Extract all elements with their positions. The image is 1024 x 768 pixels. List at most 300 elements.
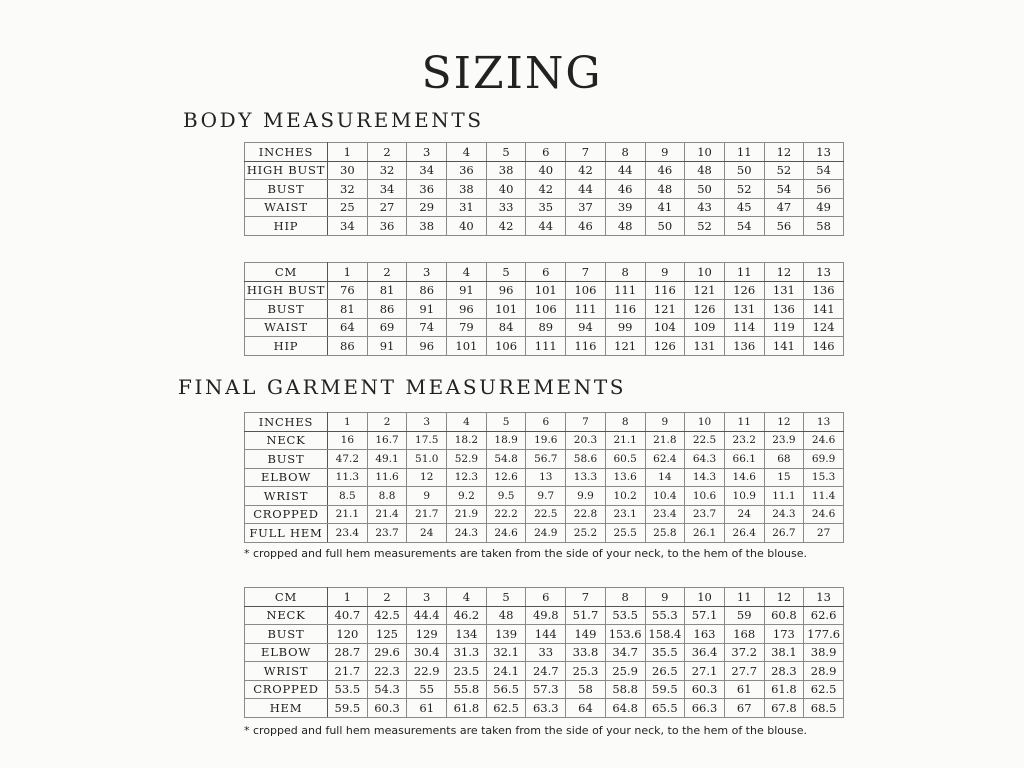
section-heading-final-garment-measurements: FINAL GARMENT MEASUREMENTS — [178, 375, 627, 399]
measurement-value-cell: 23.1 — [605, 505, 645, 524]
measurement-value-cell: 40 — [526, 161, 566, 180]
measurement-value-cell: 32.1 — [486, 643, 526, 662]
size-header-cell: 6 — [526, 143, 566, 162]
measurement-value-cell: 61 — [724, 680, 764, 699]
size-header-cell: 7 — [566, 143, 606, 162]
measurement-value-cell: 33 — [526, 643, 566, 662]
measurement-value-cell: 25.9 — [605, 662, 645, 681]
measurement-value-cell: 49.1 — [367, 450, 407, 469]
table-row — [245, 217, 844, 236]
measurement-value-cell: 66.1 — [724, 450, 764, 469]
size-header-cell: 7 — [566, 413, 606, 432]
measurement-value-cell: 61 — [407, 699, 447, 718]
size-header-cell: 3 — [407, 413, 447, 432]
size-header-cell: 8 — [605, 143, 645, 162]
size-header-cell: 4 — [447, 413, 487, 432]
size-header-cell: 9 — [645, 588, 685, 607]
measurement-value-cell: 21.1 — [605, 431, 645, 450]
measurement-value-cell: 91 — [367, 337, 407, 356]
measurement-value-cell: 40.7 — [328, 606, 368, 625]
measurement-value-cell: 25.3 — [566, 662, 606, 681]
size-header-cell: 3 — [407, 588, 447, 607]
measurement-value-cell: 26.5 — [645, 662, 685, 681]
measurement-value-cell: 38 — [407, 217, 447, 236]
measurement-value-cell: 38.1 — [764, 643, 804, 662]
measurement-value-cell: 68.5 — [804, 699, 844, 718]
table-header-row — [245, 263, 844, 282]
measurement-value-cell: 116 — [605, 300, 645, 319]
measurement-value-cell: 141 — [804, 300, 844, 319]
measurement-value-cell: 10.9 — [724, 487, 764, 506]
measurement-value-cell: 173 — [764, 625, 804, 644]
measurement-value-cell: 106 — [566, 281, 606, 300]
measurement-value-cell: 36 — [447, 161, 487, 180]
measurement-value-cell: 89 — [526, 318, 566, 337]
measurement-value-cell: 96 — [447, 300, 487, 319]
measurement-value-cell: 34 — [407, 161, 447, 180]
measurement-value-cell: 13 — [526, 468, 566, 487]
measurement-value-cell: 22.8 — [566, 505, 606, 524]
measurement-value-cell: 56 — [804, 180, 844, 199]
measurement-value-cell: 64 — [328, 318, 368, 337]
measurement-value-cell: 55.8 — [447, 680, 487, 699]
measurement-value-cell: 58.8 — [605, 680, 645, 699]
measurement-label-cell: ELBOW — [245, 468, 328, 487]
measurement-value-cell: 136 — [764, 300, 804, 319]
size-header-cell: 10 — [685, 143, 725, 162]
measurement-value-cell: 21.7 — [328, 662, 368, 681]
measurement-value-cell: 61.8 — [764, 680, 804, 699]
size-header-cell: 13 — [804, 413, 844, 432]
size-header-cell: 4 — [447, 143, 487, 162]
unit-header-cell: CM — [245, 588, 328, 607]
measurement-value-cell: 62.5 — [804, 680, 844, 699]
measurement-value-cell: 24 — [407, 524, 447, 543]
size-header-cell: 10 — [685, 413, 725, 432]
measurement-value-cell: 9.2 — [447, 487, 487, 506]
measurement-value-cell: 27 — [367, 198, 407, 217]
size-header-cell: 11 — [724, 143, 764, 162]
measurement-value-cell: 23.7 — [367, 524, 407, 543]
measurement-value-cell: 86 — [328, 337, 368, 356]
measurement-value-cell: 62.5 — [486, 699, 526, 718]
measurement-value-cell: 94 — [566, 318, 606, 337]
measurement-value-cell: 120 — [328, 625, 368, 644]
size-header-cell: 12 — [764, 143, 804, 162]
measurement-value-cell: 48 — [605, 217, 645, 236]
measurement-value-cell: 131 — [724, 300, 764, 319]
table-row — [245, 450, 844, 469]
size-header-cell: 12 — [764, 413, 804, 432]
measurement-value-cell: 11.3 — [328, 468, 368, 487]
measurement-value-cell: 62.6 — [804, 606, 844, 625]
measurement-value-cell: 25 — [328, 198, 368, 217]
measurement-value-cell: 50 — [724, 161, 764, 180]
measurement-value-cell: 28.9 — [804, 662, 844, 681]
size-header-cell: 5 — [486, 588, 526, 607]
table-row — [245, 468, 844, 487]
measurement-value-cell: 119 — [764, 318, 804, 337]
measurement-value-cell: 36 — [407, 180, 447, 199]
size-header-cell: 3 — [407, 263, 447, 282]
measurement-value-cell: 177.6 — [804, 625, 844, 644]
measurement-value-cell: 116 — [566, 337, 606, 356]
table-row — [245, 180, 844, 199]
measurement-value-cell: 23.4 — [328, 524, 368, 543]
measurement-value-cell: 13.6 — [605, 468, 645, 487]
measurement-value-cell: 22.2 — [486, 505, 526, 524]
measurement-value-cell: 14.3 — [685, 468, 725, 487]
measurement-value-cell: 141 — [764, 337, 804, 356]
measurement-value-cell: 62.4 — [645, 450, 685, 469]
measurement-value-cell: 126 — [724, 281, 764, 300]
measurement-value-cell: 101 — [526, 281, 566, 300]
measurement-value-cell: 106 — [486, 337, 526, 356]
measurement-value-cell: 11.1 — [764, 487, 804, 506]
table-row — [245, 198, 844, 217]
measurement-value-cell: 24.3 — [447, 524, 487, 543]
measurement-value-cell: 14 — [645, 468, 685, 487]
measurement-value-cell: 146 — [804, 337, 844, 356]
measurement-label-cell: BUST — [245, 625, 328, 644]
table-row — [245, 431, 844, 450]
size-header-cell: 1 — [328, 413, 368, 432]
footnote-garment-cm: * cropped and full hem measurements are taken from the side of your neck, to the hem of the blouse. — [244, 724, 807, 737]
size-header-cell: 9 — [645, 263, 685, 282]
measurement-value-cell: 46 — [605, 180, 645, 199]
measurement-value-cell: 60.8 — [764, 606, 804, 625]
measurement-value-cell: 26.4 — [724, 524, 764, 543]
measurement-value-cell: 44 — [566, 180, 606, 199]
measurement-value-cell: 29.6 — [367, 643, 407, 662]
measurement-value-cell: 54 — [804, 161, 844, 180]
measurement-value-cell: 27.7 — [724, 662, 764, 681]
measurement-value-cell: 40 — [486, 180, 526, 199]
body-inches-table — [244, 142, 844, 236]
measurement-value-cell: 32 — [328, 180, 368, 199]
measurement-value-cell: 12.6 — [486, 468, 526, 487]
table-row — [245, 699, 844, 718]
measurement-value-cell: 59.5 — [645, 680, 685, 699]
table-header-row — [245, 413, 844, 432]
measurement-value-cell: 131 — [764, 281, 804, 300]
measurement-value-cell: 116 — [645, 281, 685, 300]
measurement-value-cell: 158.4 — [645, 625, 685, 644]
garment-inches-table — [244, 412, 844, 543]
size-header-cell: 2 — [367, 143, 407, 162]
unit-header-cell: CM — [245, 263, 328, 282]
measurement-value-cell: 12 — [407, 468, 447, 487]
measurement-value-cell: 23.7 — [685, 505, 725, 524]
measurement-label-cell: HIGH BUST — [245, 281, 328, 300]
measurement-value-cell: 126 — [645, 337, 685, 356]
measurement-value-cell: 38.9 — [804, 643, 844, 662]
measurement-value-cell: 163 — [685, 625, 725, 644]
measurement-value-cell: 9.7 — [526, 487, 566, 506]
measurement-value-cell: 31 — [447, 198, 487, 217]
measurement-value-cell: 59.5 — [328, 699, 368, 718]
measurement-value-cell: 56 — [764, 217, 804, 236]
measurement-value-cell: 32 — [367, 161, 407, 180]
measurement-value-cell: 31.3 — [447, 643, 487, 662]
measurement-value-cell: 23.9 — [764, 431, 804, 450]
measurement-value-cell: 24.7 — [526, 662, 566, 681]
measurement-value-cell: 54.3 — [367, 680, 407, 699]
size-header-cell: 7 — [566, 588, 606, 607]
measurement-value-cell: 25.8 — [645, 524, 685, 543]
measurement-value-cell: 34.7 — [605, 643, 645, 662]
measurement-value-cell: 136 — [724, 337, 764, 356]
measurement-value-cell: 65.5 — [645, 699, 685, 718]
measurement-value-cell: 43 — [685, 198, 725, 217]
measurement-value-cell: 106 — [526, 300, 566, 319]
measurement-value-cell: 121 — [685, 281, 725, 300]
measurement-value-cell: 48 — [685, 161, 725, 180]
measurement-value-cell: 149 — [566, 625, 606, 644]
table-row — [245, 625, 844, 644]
size-header-cell: 1 — [328, 263, 368, 282]
section-heading-body-measurements: BODY MEASUREMENTS — [183, 108, 484, 132]
measurement-value-cell: 45 — [724, 198, 764, 217]
measurement-value-cell: 24 — [724, 505, 764, 524]
measurement-value-cell: 131 — [685, 337, 725, 356]
measurement-value-cell: 26.7 — [764, 524, 804, 543]
measurement-value-cell: 74 — [407, 318, 447, 337]
garment-cm-table — [244, 587, 844, 718]
unit-header-cell: INCHES — [245, 413, 328, 432]
measurement-value-cell: 60.3 — [685, 680, 725, 699]
measurement-value-cell: 58 — [804, 217, 844, 236]
table-row — [245, 300, 844, 319]
measurement-value-cell: 81 — [328, 300, 368, 319]
measurement-value-cell: 34 — [367, 180, 407, 199]
measurement-value-cell: 24.6 — [804, 505, 844, 524]
measurement-value-cell: 168 — [724, 625, 764, 644]
measurement-value-cell: 36.4 — [685, 643, 725, 662]
measurement-value-cell: 24.3 — [764, 505, 804, 524]
measurement-value-cell: 63.3 — [526, 699, 566, 718]
measurement-value-cell: 104 — [645, 318, 685, 337]
size-header-cell: 11 — [724, 588, 764, 607]
measurement-value-cell: 86 — [407, 281, 447, 300]
measurement-value-cell: 21.8 — [645, 431, 685, 450]
measurement-value-cell: 54 — [764, 180, 804, 199]
measurement-value-cell: 81 — [367, 281, 407, 300]
size-header-cell: 13 — [804, 588, 844, 607]
measurement-value-cell: 54.8 — [486, 450, 526, 469]
size-header-cell: 9 — [645, 413, 685, 432]
measurement-value-cell: 57.1 — [685, 606, 725, 625]
measurement-value-cell: 56.7 — [526, 450, 566, 469]
measurement-value-cell: 96 — [407, 337, 447, 356]
measurement-value-cell: 52.9 — [447, 450, 487, 469]
measurement-value-cell: 101 — [447, 337, 487, 356]
measurement-label-cell: HIGH BUST — [245, 161, 328, 180]
measurement-value-cell: 14.6 — [724, 468, 764, 487]
measurement-value-cell: 21.9 — [447, 505, 487, 524]
measurement-label-cell: BUST — [245, 180, 328, 199]
measurement-value-cell: 38 — [447, 180, 487, 199]
measurement-value-cell: 23.2 — [724, 431, 764, 450]
table-row — [245, 281, 844, 300]
measurement-value-cell: 16 — [328, 431, 368, 450]
measurement-value-cell: 44.4 — [407, 606, 447, 625]
measurement-label-cell: CROPPED — [245, 680, 328, 699]
size-header-cell: 5 — [486, 413, 526, 432]
measurement-value-cell: 99 — [605, 318, 645, 337]
measurement-value-cell: 121 — [645, 300, 685, 319]
measurement-value-cell: 38 — [486, 161, 526, 180]
measurement-value-cell: 69.9 — [804, 450, 844, 469]
measurement-label-cell: CROPPED — [245, 505, 328, 524]
size-header-cell: 4 — [447, 263, 487, 282]
measurement-value-cell: 121 — [605, 337, 645, 356]
body-cm-table — [244, 262, 844, 356]
measurement-label-cell: WRIST — [245, 487, 328, 506]
measurement-value-cell: 42 — [526, 180, 566, 199]
measurement-value-cell: 9 — [407, 487, 447, 506]
measurement-value-cell: 134 — [447, 625, 487, 644]
measurement-value-cell: 37.2 — [724, 643, 764, 662]
measurement-value-cell: 53.5 — [605, 606, 645, 625]
measurement-value-cell: 24.6 — [486, 524, 526, 543]
size-header-cell: 10 — [685, 263, 725, 282]
measurement-value-cell: 9.5 — [486, 487, 526, 506]
measurement-value-cell: 8.8 — [367, 487, 407, 506]
measurement-value-cell: 47 — [764, 198, 804, 217]
measurement-value-cell: 34 — [328, 217, 368, 236]
measurement-value-cell: 136 — [804, 281, 844, 300]
measurement-value-cell: 52 — [685, 217, 725, 236]
measurement-value-cell: 23.4 — [645, 505, 685, 524]
measurement-value-cell: 19.6 — [526, 431, 566, 450]
table-row — [245, 680, 844, 699]
measurement-value-cell: 56.5 — [486, 680, 526, 699]
measurement-value-cell: 67 — [724, 699, 764, 718]
size-header-cell: 8 — [605, 413, 645, 432]
measurement-value-cell: 48 — [645, 180, 685, 199]
table-header-row — [245, 588, 844, 607]
measurement-value-cell: 86 — [367, 300, 407, 319]
measurement-value-cell: 16.7 — [367, 431, 407, 450]
measurement-value-cell: 55.3 — [645, 606, 685, 625]
measurement-value-cell: 57.3 — [526, 680, 566, 699]
measurement-value-cell: 144 — [526, 625, 566, 644]
measurement-value-cell: 36 — [367, 217, 407, 236]
size-header-cell: 8 — [605, 588, 645, 607]
size-header-cell: 2 — [367, 413, 407, 432]
measurement-value-cell: 49.8 — [526, 606, 566, 625]
measurement-value-cell: 12.3 — [447, 468, 487, 487]
measurement-value-cell: 9.9 — [566, 487, 606, 506]
measurement-value-cell: 61.8 — [447, 699, 487, 718]
measurement-value-cell: 50 — [645, 217, 685, 236]
measurement-value-cell: 96 — [486, 281, 526, 300]
measurement-value-cell: 22.9 — [407, 662, 447, 681]
size-header-cell: 6 — [526, 263, 566, 282]
measurement-value-cell: 47.2 — [328, 450, 368, 469]
measurement-value-cell: 33.8 — [566, 643, 606, 662]
measurement-value-cell: 15 — [764, 468, 804, 487]
measurement-label-cell: ELBOW — [245, 643, 328, 662]
measurement-value-cell: 41 — [645, 198, 685, 217]
size-header-cell: 12 — [764, 263, 804, 282]
measurement-label-cell: NECK — [245, 431, 328, 450]
measurement-value-cell: 58 — [566, 680, 606, 699]
table-row — [245, 318, 844, 337]
measurement-label-cell: WRIST — [245, 662, 328, 681]
size-header-cell: 12 — [764, 588, 804, 607]
size-header-cell: 13 — [804, 143, 844, 162]
measurement-value-cell: 30.4 — [407, 643, 447, 662]
measurement-value-cell: 27 — [804, 524, 844, 543]
measurement-value-cell: 42 — [486, 217, 526, 236]
measurement-value-cell: 76 — [328, 281, 368, 300]
measurement-value-cell: 84 — [486, 318, 526, 337]
measurement-value-cell: 39 — [605, 198, 645, 217]
measurement-value-cell: 60.5 — [605, 450, 645, 469]
size-header-cell: 3 — [407, 143, 447, 162]
measurement-value-cell: 51.7 — [566, 606, 606, 625]
size-header-cell: 11 — [724, 413, 764, 432]
measurement-value-cell: 24.6 — [804, 431, 844, 450]
measurement-label-cell: HEM — [245, 699, 328, 718]
measurement-value-cell: 46.2 — [447, 606, 487, 625]
measurement-value-cell: 40 — [447, 217, 487, 236]
footnote-garment-inches: * cropped and full hem measurements are taken from the side of your neck, to the hem of the blouse. — [244, 547, 807, 560]
measurement-value-cell: 64.8 — [605, 699, 645, 718]
measurement-value-cell: 129 — [407, 625, 447, 644]
measurement-value-cell: 24.1 — [486, 662, 526, 681]
measurement-value-cell: 64.3 — [685, 450, 725, 469]
measurement-value-cell: 58.6 — [566, 450, 606, 469]
measurement-value-cell: 17.5 — [407, 431, 447, 450]
measurement-value-cell: 64 — [566, 699, 606, 718]
measurement-value-cell: 54 — [724, 217, 764, 236]
measurement-value-cell: 52 — [764, 161, 804, 180]
measurement-value-cell: 52 — [724, 180, 764, 199]
measurement-value-cell: 8.5 — [328, 487, 368, 506]
measurement-value-cell: 13.3 — [566, 468, 606, 487]
measurement-value-cell: 10.4 — [645, 487, 685, 506]
measurement-value-cell: 28.3 — [764, 662, 804, 681]
size-header-cell: 6 — [526, 588, 566, 607]
measurement-value-cell: 42.5 — [367, 606, 407, 625]
measurement-value-cell: 50 — [685, 180, 725, 199]
size-header-cell: 4 — [447, 588, 487, 607]
size-header-cell: 8 — [605, 263, 645, 282]
measurement-value-cell: 15.3 — [804, 468, 844, 487]
size-header-cell: 1 — [328, 143, 368, 162]
measurement-value-cell: 37 — [566, 198, 606, 217]
measurement-value-cell: 66.3 — [685, 699, 725, 718]
measurement-value-cell: 69 — [367, 318, 407, 337]
measurement-value-cell: 124 — [804, 318, 844, 337]
measurement-value-cell: 51.0 — [407, 450, 447, 469]
measurement-label-cell: HIP — [245, 217, 328, 236]
measurement-value-cell: 23.5 — [447, 662, 487, 681]
table-row — [245, 487, 844, 506]
measurement-label-cell: FULL HEM — [245, 524, 328, 543]
size-header-cell: 10 — [685, 588, 725, 607]
measurement-value-cell: 111 — [605, 281, 645, 300]
size-header-cell: 2 — [367, 263, 407, 282]
unit-header-cell: INCHES — [245, 143, 328, 162]
measurement-value-cell: 22.5 — [526, 505, 566, 524]
measurement-value-cell: 21.4 — [367, 505, 407, 524]
measurement-value-cell: 42 — [566, 161, 606, 180]
measurement-value-cell: 53.5 — [328, 680, 368, 699]
